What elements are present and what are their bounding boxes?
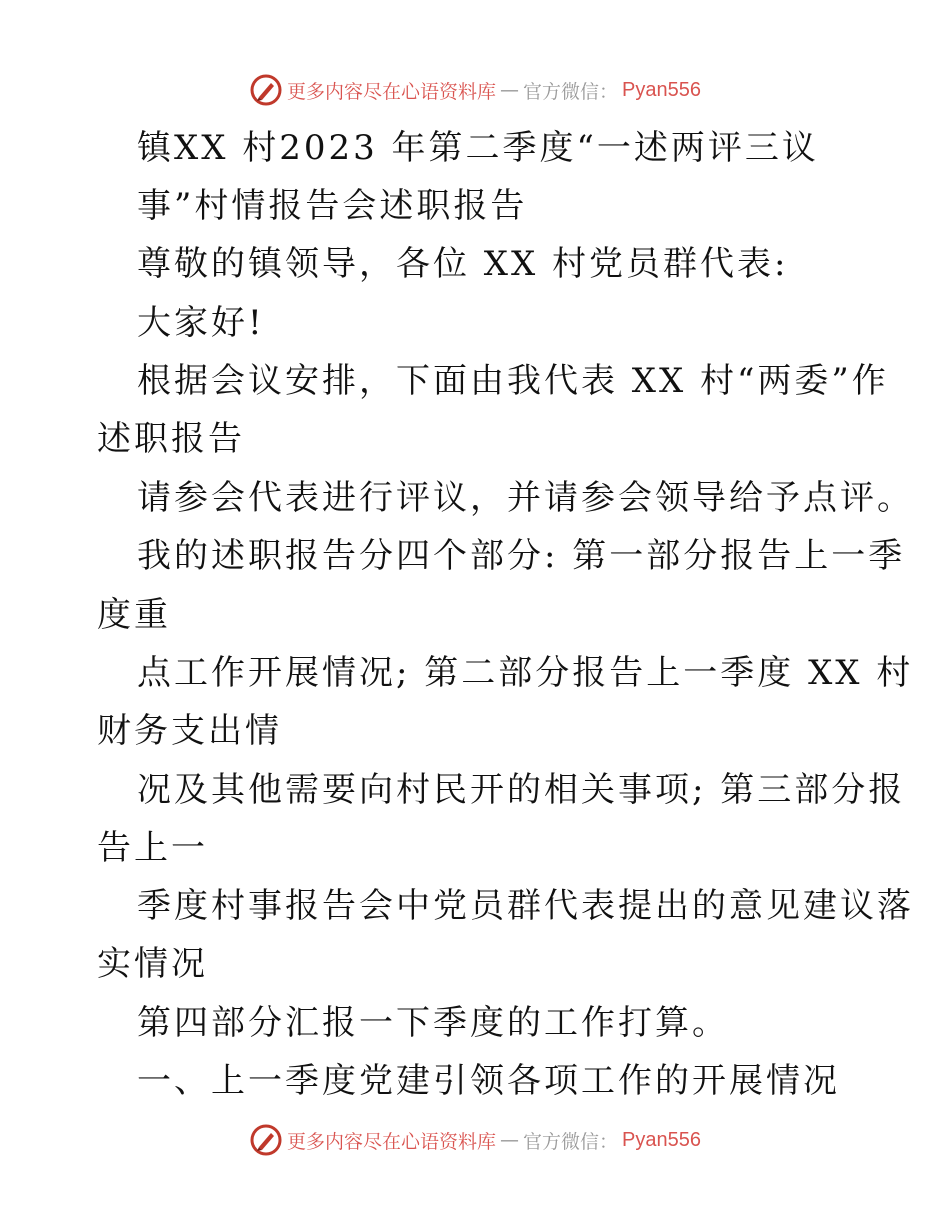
paragraph-line: 点工作开展情况; 第二部分报告上一季度 XX 村 (137, 653, 914, 693)
watermark-wechat-id: Pyan556 (622, 1128, 701, 1151)
paragraph-line: 实情况 (97, 944, 208, 984)
title-line-1: 镇XX 村2023 年第二季度“一述两评三议 (137, 128, 819, 168)
footer-watermark (0, 1122, 950, 1158)
pen-logo-icon (249, 73, 283, 107)
paragraph-line: 述职报告 (97, 419, 245, 459)
salutation: 尊敬的镇领导，各位 XX 村党员群代表: (137, 244, 789, 284)
watermark-separator: — (500, 1129, 520, 1151)
greeting: 大家好! (137, 303, 265, 343)
paragraph-line: 根据会议安排，下面由我代表 XX 村“两委”作 (137, 361, 889, 401)
pen-logo-icon (249, 1123, 283, 1157)
header-watermark (0, 72, 950, 108)
watermark-text: 更多内容尽在心语资料库 (287, 1130, 497, 1153)
watermark-wechat-label: 官方微信： (523, 80, 619, 103)
paragraph-line: 第四部分汇报一下季度的工作打算。 (137, 1003, 729, 1043)
paragraph-line: 况及其他需要向村民开的相关事项; 第三部分报 (137, 770, 906, 810)
watermark-text: 更多内容尽在心语资料库 (287, 80, 497, 103)
paragraph-line: 我的述职报告分四个部分: 第一部分报告上一季 (137, 536, 906, 576)
paragraph-line: 度重 (97, 595, 171, 635)
section-heading: 一、上一季度党建引领各项工作的开展情况 (137, 1061, 840, 1101)
title-line-2: 事”村情报告会述职报告 (137, 186, 528, 226)
paragraph-line: 请参会代表进行评议，并请参会领导给予点评。 (137, 478, 914, 518)
paragraph-line: 告上一 (97, 828, 208, 868)
paragraph-line: 季度村事报告会中党员群代表提出的意见建议落 (137, 886, 914, 926)
watermark-wechat-id: Pyan556 (622, 78, 701, 101)
watermark-separator: — (500, 79, 520, 101)
paragraph-line: 财务支出情 (97, 711, 282, 751)
watermark-wechat-label: 官方微信： (523, 1130, 619, 1153)
